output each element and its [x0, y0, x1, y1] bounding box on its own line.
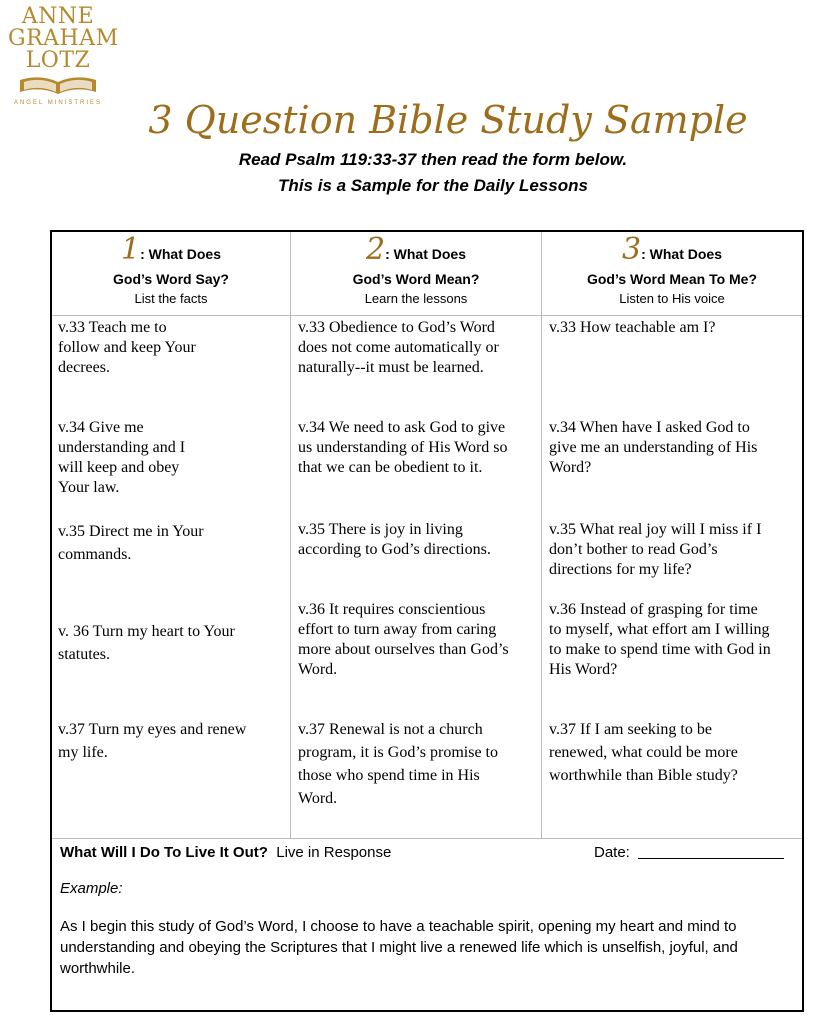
- logo-line-3: LOTZ: [25, 48, 91, 73]
- column-number: 2: [366, 232, 386, 267]
- column-subheading: List the facts: [134, 291, 208, 306]
- example-label: Example:: [60, 880, 123, 897]
- cell-mean-37: v.37 Renewal is not a church program, it is God’s promise to those who spend time in His Word.: [298, 721, 498, 807]
- live-in-response-label: Live in Response: [276, 844, 392, 861]
- cell-me-37: v.37 If I am seeking to be renewed, what could be more worthwhile than Bible study?: [549, 721, 738, 784]
- cell-mean-35: v.35 There is joy in living according to God’s directions.: [298, 521, 491, 558]
- page-title: 3 Question Bible Study Sample: [148, 98, 748, 142]
- column-divider: [541, 232, 542, 838]
- subtitle-1: Read Psalm 119:33-37 then read the form below.: [238, 150, 628, 169]
- live-it-out-question: What Will I Do To Live It Out?: [60, 844, 268, 861]
- cell-mean-33: v.33 Obedience to God’s Word does not come automatically or naturally--it must be learned.: [298, 319, 499, 376]
- logo-ministry: ANGEL MINISTRIES: [13, 100, 103, 106]
- column-heading: : What Does: [641, 246, 722, 262]
- section-divider: [52, 838, 802, 839]
- date-field[interactable]: [594, 844, 784, 861]
- column-divider: [290, 232, 291, 838]
- cell-say-36: v. 36 Turn my heart to Your statutes.: [58, 623, 235, 663]
- column-heading: : What Does: [140, 246, 221, 262]
- cell-say-35: v.35 Direct me in Your commands.: [58, 523, 204, 563]
- column-heading-2: God’s Word Say?: [113, 271, 229, 287]
- cell-say-37: v.37 Turn my eyes and renew my life.: [58, 721, 247, 761]
- column-number: 1: [121, 232, 141, 267]
- cell-mean-34: v.34 We need to ask God to give us understanding of His Word so that we can be obedient to it.: [298, 419, 508, 476]
- column-header-me: [542, 232, 802, 316]
- logo-line-2: GRAHAM: [8, 26, 119, 51]
- example-text: As I begin this study of God’s Word, I choose to have a teachable spirit, opening my heart and mind to understanding and obeying the Scriptures that I might live a renewed life which is unselfish, joyful, and worthwhile.: [60, 918, 738, 977]
- column-header-say: [52, 232, 290, 316]
- date-label: Date:: [594, 844, 630, 861]
- column-heading: : What Does: [385, 246, 466, 262]
- column-number: 3: [622, 232, 642, 267]
- column-heading-2: God’s Word Mean?: [352, 271, 480, 287]
- open-book-icon: [8, 74, 108, 98]
- cell-say-34: v.34 Give me understanding and I will keep and obey Your law.: [58, 419, 186, 496]
- subtitle-2: This is a Sample for the Daily Lessons: [278, 176, 588, 195]
- study-form: [50, 230, 804, 1012]
- column-heading-2: God’s Word Mean To Me?: [586, 271, 758, 287]
- cell-me-33: v.33 How teachable am I?: [549, 319, 716, 336]
- response-section: [60, 844, 790, 977]
- cell-mean-36: v.36 It requires conscientious effort to turn away from caring more about ourselves than God’s Word.: [298, 601, 509, 678]
- cell-me-36: v.36 Instead of grasping for time to myself, what effort am I willing to make to spend time with God in His Word?: [549, 601, 771, 678]
- date-blank-line[interactable]: [638, 844, 784, 859]
- cell-me-35: v.35 What real joy will I miss if I don’t bother to read God’s directions for my life?: [549, 521, 762, 578]
- logo-line-1: ANNE: [21, 4, 95, 29]
- column-header-mean: [291, 232, 541, 316]
- cell-say-33: v.33 Teach me to follow and keep Your decrees.: [58, 319, 196, 376]
- column-subheading: Learn the lessons: [364, 291, 468, 306]
- cell-me-34: v.34 When have I asked God to give me an understanding of His Word?: [549, 419, 758, 476]
- column-subheading: Listen to His voice: [619, 291, 725, 306]
